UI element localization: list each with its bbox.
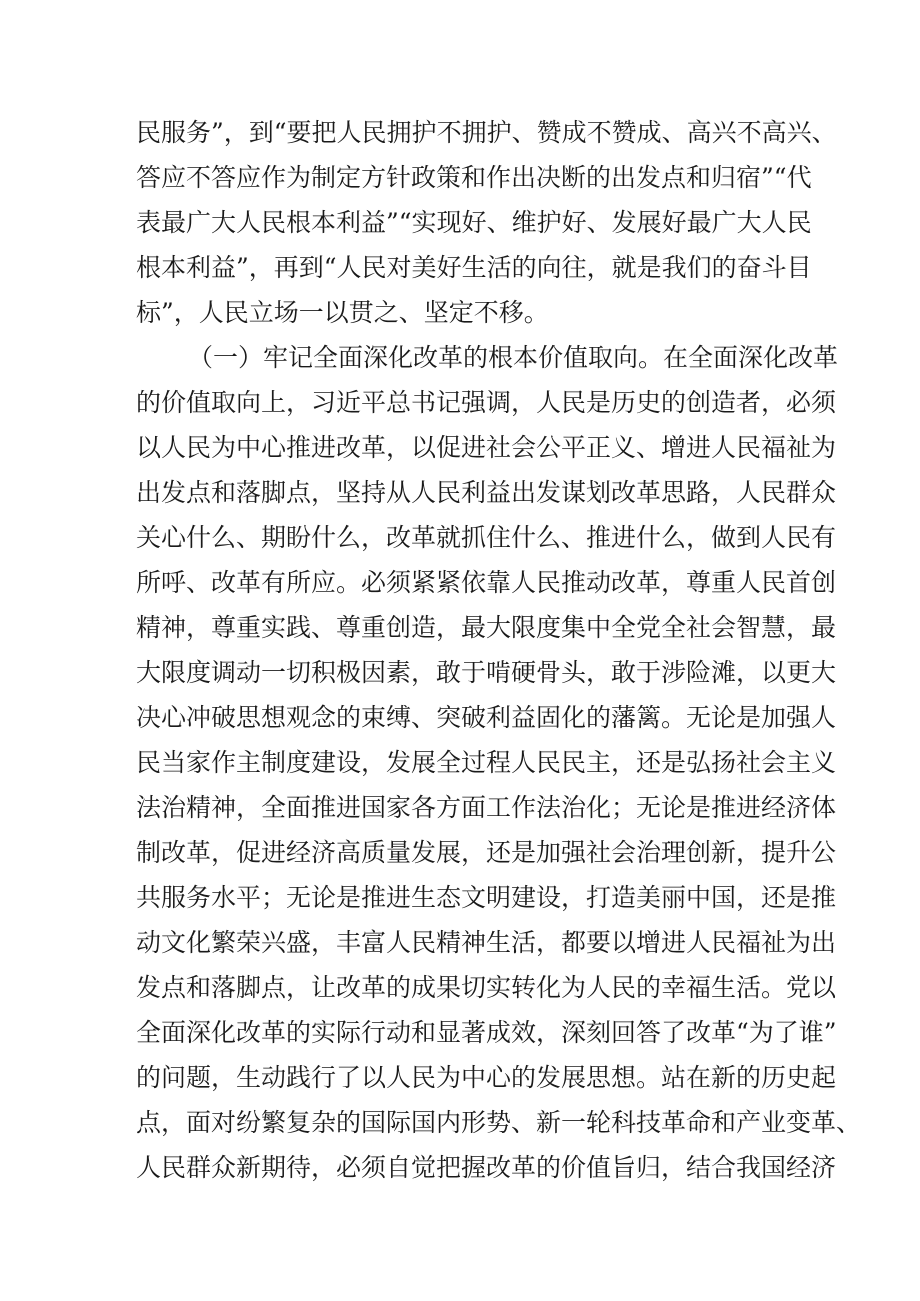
- text-line: 全面深化改革的实际行动和显著成效，深刻回答了改革“为了谁”: [136, 1018, 837, 1047]
- text-line: 制改革，促进经济高质量发展，还是加强社会治理创新，提升公: [136, 838, 837, 867]
- text-line: 的问题，生动践行了以人民为中心的发展思想。站在新的历史起: [136, 1063, 837, 1092]
- text-line: 出发点和落脚点，坚持从人民利益出发谋划改革思路，人民群众: [136, 478, 837, 507]
- text-line: 民当家作主制度建设，发展全过程人民民主，还是弘扬社会主义: [136, 748, 837, 777]
- text-line: 共服务水平；无论是推进生态文明建设，打造美丽中国，还是推: [136, 883, 837, 912]
- text-line: 以人民为中心推进改革，以促进社会公平正义、增进人民福祉为: [136, 433, 837, 462]
- text-line: 人民群众新期待，必须自觉把握改革的价值旨归，结合我国经济: [136, 1153, 837, 1182]
- text-line: 答应不答应作为制定方针政策和作出决断的出发点和归宿”“代: [136, 163, 812, 192]
- paragraph-1: [136, 110, 837, 335]
- text-line: 所呼、改革有所应。必须紧紧依靠人民推动改革，尊重人民首创: [136, 568, 837, 597]
- text-line: 大限度调动一切积极因素，敢于啃硬骨头，敢于涉险滩，以更大: [136, 658, 837, 687]
- text-line: 标”，人民立场一以贯之、坚定不移。: [136, 298, 549, 327]
- text-line: 精神，尊重实践、尊重创造，最大限度集中全党全社会智慧，最: [136, 613, 837, 642]
- text-line: 点，面对纷繁复杂的国际国内形势、新一轮科技革命和产业变革、: [136, 1108, 862, 1137]
- text-line: 表最广大人民根本利益”“实现好、维护好、发展好最广大人民: [136, 208, 812, 237]
- text-line: 决心冲破思想观念的束缚、突破利益固化的藩篱。无论是加强人: [136, 703, 837, 732]
- text-line: 法治精神，全面推进国家各方面工作法治化；无论是推进经济体: [136, 793, 837, 822]
- text-line: 关心什么、期盼什么，改革就抓住什么、推进什么，做到人民有: [136, 523, 837, 552]
- section-heading-line: （一）牢记全面深化改革的根本价值取向。在全面深化改革: [188, 343, 839, 372]
- text-line: 发点和落脚点，让改革的成果切实转化为人民的幸福生活。党以: [136, 973, 837, 1002]
- body-text: [136, 110, 862, 1190]
- text-line: 根本利益”，再到“人民对美好生活的向往，就是我们的奋斗目: [136, 253, 812, 282]
- text-line: 民服务”，到“要把人民拥护不拥护、赞成不赞成、高兴不高兴、: [136, 118, 837, 147]
- text-line: 动文化繁荣兴盛，丰富人民精神生活，都要以增进人民福祉为出: [136, 928, 837, 957]
- paragraph-2: [136, 335, 862, 1190]
- text-line: 的价值取向上，习近平总书记强调，人民是历史的创造者，必须: [136, 388, 837, 417]
